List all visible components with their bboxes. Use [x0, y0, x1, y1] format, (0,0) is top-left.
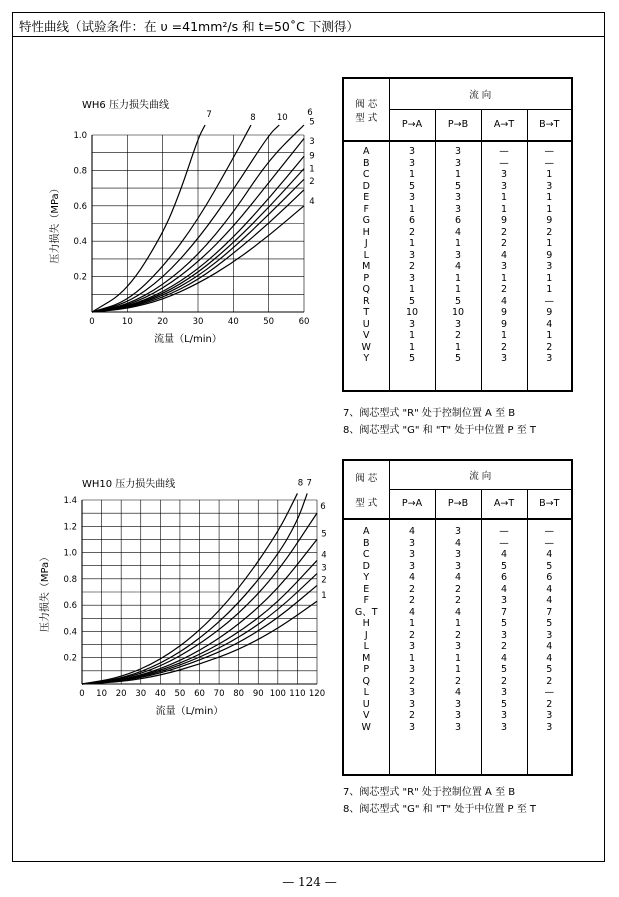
table-cell: 3	[454, 549, 462, 560]
table-cell: 2	[454, 595, 462, 606]
table-cell: 6	[454, 215, 462, 226]
col-p-a: P→A	[389, 109, 435, 141]
table-cell: 3	[408, 146, 416, 157]
table-cell: 1	[408, 203, 416, 215]
table-cell: 2	[408, 261, 416, 272]
table-cell: 5	[500, 698, 508, 710]
table-cell: 3	[500, 180, 508, 192]
table-cell: 3	[408, 549, 416, 560]
x-tick-label: 10	[96, 689, 107, 699]
table-cell: 3	[546, 710, 553, 721]
table-cell: 3	[408, 157, 416, 169]
table-cell: 2	[546, 226, 553, 238]
table-cell: 5	[408, 353, 416, 364]
y-axis-label: 压力损失（MPa）	[50, 183, 61, 264]
table-cell: 5	[408, 180, 416, 192]
spool-list	[344, 526, 389, 733]
table-cell: F	[363, 203, 369, 215]
table-cell: —	[544, 157, 555, 169]
p-b-values	[436, 526, 481, 733]
y-tick-label: 0.8	[63, 574, 77, 585]
x-tick-label: 10	[121, 317, 133, 327]
table-cell: 4	[454, 537, 462, 549]
table-cell: 5	[500, 560, 508, 572]
spool-type-header: 阀 芯 型 式	[343, 460, 389, 519]
table-cell: 4	[454, 572, 462, 583]
series-label-4: 4	[309, 196, 315, 207]
table-cell: 2	[500, 226, 508, 238]
x-tick-label: 30	[192, 317, 204, 327]
table-cell: G	[362, 215, 370, 226]
table-cell: 3	[454, 318, 462, 330]
table-cell: 2	[454, 583, 462, 595]
table-cell: C	[362, 169, 370, 180]
table-cell: 3	[408, 537, 416, 549]
y-tick-label: 0.6	[63, 601, 77, 612]
x-tick-label: 0	[79, 689, 85, 699]
table-cell: 3	[454, 157, 462, 169]
table-cell: 5	[546, 618, 553, 629]
a-t-values	[482, 146, 527, 365]
table-cell: 2	[546, 698, 553, 710]
p-a-values	[390, 526, 435, 733]
table-cell: 3	[546, 353, 553, 364]
table-cell: 1	[546, 192, 553, 203]
col-a-t: A→T	[481, 489, 527, 519]
table-cell: 3	[500, 261, 508, 272]
table-cell: 3	[546, 721, 553, 733]
table-cell: 2	[500, 341, 508, 353]
table-cell: 3	[408, 687, 416, 698]
table-cell: 5	[454, 353, 462, 364]
spool-list	[344, 146, 389, 365]
x-tick-label: 20	[115, 689, 127, 699]
table-cell: —	[544, 526, 555, 537]
table-cell: 5	[408, 295, 416, 307]
table-cell: Q	[362, 675, 370, 687]
table-cell: 1	[408, 341, 416, 353]
table-cell: 1	[408, 652, 416, 664]
table-cell: 2	[454, 330, 462, 341]
table-cell: D	[362, 560, 370, 572]
table-cell: 4	[546, 652, 553, 664]
series-label-7: 7	[306, 478, 312, 489]
table-cell: 3	[408, 641, 416, 652]
table2-note-7: 7、阀芯型式 "R" 处于控制位置 A 至 B	[343, 787, 516, 798]
x-tick-label: 110	[289, 689, 306, 699]
table-cell: —	[544, 295, 555, 307]
table-cell: 2	[500, 675, 508, 687]
table-cell: J	[364, 629, 368, 641]
x-tick-label: 120	[308, 689, 326, 699]
table-cell: 9	[500, 307, 508, 318]
table-cell: B	[362, 157, 370, 169]
flow-direction-header: 流 向	[389, 460, 572, 489]
col-p-a: P→A	[389, 489, 435, 519]
table-cell: 4	[500, 549, 508, 560]
spool-flow-table-wh6	[342, 77, 573, 392]
table-cell: 1	[500, 330, 508, 341]
series-label-1: 1	[321, 591, 327, 602]
table-cell: 6	[546, 572, 553, 583]
table-cell: 3	[500, 710, 508, 721]
table-cell: 3	[454, 249, 462, 261]
y-tick-label: 1.0	[73, 131, 87, 141]
table-cell: 4	[546, 595, 553, 606]
x-tick-label: 90	[252, 689, 264, 699]
table-cell: 4	[454, 226, 462, 238]
table-cell: 3	[454, 203, 462, 215]
table-cell: T	[363, 307, 370, 318]
table-cell: L	[363, 249, 369, 261]
table-cell: 1	[546, 238, 553, 249]
table-cell: 4	[546, 549, 553, 560]
table-cell: 3	[500, 169, 508, 180]
table-cell: 1	[546, 284, 553, 295]
table-cell: 10	[451, 307, 465, 318]
table-cell: —	[499, 146, 509, 157]
table-cell: 1	[408, 238, 416, 249]
table-cell: P	[363, 272, 370, 284]
table-cell: 1	[500, 203, 508, 215]
y-tick-label: 0.4	[63, 627, 77, 638]
x-axis-label: 流量（L/min）	[154, 334, 222, 345]
x-axis-label: 流量（L/min）	[155, 706, 224, 717]
table-cell: U	[362, 698, 370, 710]
x-tick-label: 80	[233, 689, 245, 699]
table-cell: 1	[408, 618, 416, 629]
table-cell: 1	[546, 169, 553, 180]
table-cell: 1	[454, 284, 462, 295]
table-cell: 4	[500, 652, 508, 664]
x-tick-label: 40	[227, 317, 239, 327]
table-cell: 3	[500, 629, 508, 641]
a-t-values	[482, 526, 527, 733]
table-cell: 3	[408, 721, 416, 733]
y-tick-label: 0.2	[63, 653, 77, 664]
table-cell: 7	[546, 606, 553, 618]
spool-flow-table-wh10	[342, 459, 573, 776]
table-cell: L	[363, 641, 369, 652]
x-tick-label: 50	[263, 317, 275, 327]
table-cell: 1	[408, 330, 416, 341]
series-label-1: 1	[309, 164, 315, 175]
x-tick-label: 60	[298, 317, 310, 327]
table-cell: 5	[546, 664, 553, 675]
table-cell: 4	[408, 606, 416, 618]
series-label-6: 6	[307, 108, 313, 118]
series-label-3: 3	[309, 137, 315, 148]
table-cell: 3	[454, 721, 462, 733]
table1-note-7: 7、阀芯型式 "R" 处于控制位置 A 至 B	[343, 408, 516, 419]
table-cell: W	[361, 721, 371, 733]
table-cell: 3	[408, 272, 416, 284]
table-cell: 9	[500, 215, 508, 226]
table-cell: 1	[546, 330, 553, 341]
series-line-7	[82, 493, 307, 684]
col-p-b: P→B	[435, 109, 481, 141]
col-p-b: P→B	[435, 489, 481, 519]
spool-type-header: 阀 芯 型 式	[343, 78, 389, 141]
chart-title-wh6: WH6 压力损失曲线	[82, 100, 169, 111]
table-cell: 2	[500, 238, 508, 249]
table-cell: —	[544, 146, 555, 157]
x-tick-label: 70	[213, 689, 225, 699]
table-cell: 2	[408, 583, 416, 595]
table-cell: M	[362, 652, 371, 664]
x-tick-label: 30	[135, 689, 147, 699]
table-cell: 1	[454, 272, 462, 284]
table-cell: 9	[546, 249, 553, 261]
table-cell: 3	[454, 526, 462, 537]
table-cell: 1	[454, 664, 462, 675]
table-cell: 3	[408, 560, 416, 572]
series-label-2: 2	[309, 176, 315, 187]
table-cell: J	[364, 238, 368, 249]
table-cell: 1	[500, 272, 508, 284]
y-tick-label: 0.4	[73, 237, 87, 248]
table-cell: 10	[405, 307, 419, 318]
y-tick-label: 0.6	[73, 201, 87, 212]
table-cell: 3	[454, 710, 462, 721]
series-label-3: 3	[321, 563, 327, 574]
p-b-values	[436, 146, 481, 365]
table2-note-8: 8、阀芯型式 "G" 和 "T" 处于中位置 P 至 T	[343, 804, 537, 815]
x-tick-label: 100	[269, 689, 286, 699]
table-cell: 2	[500, 641, 508, 652]
table-cell: —	[499, 537, 509, 549]
p-a-values	[390, 146, 435, 365]
table-cell: L	[363, 687, 369, 698]
x-tick-label: 0	[89, 317, 95, 327]
table-cell: —	[544, 537, 555, 549]
y-tick-label: 1.4	[63, 496, 77, 506]
table-cell: U	[362, 318, 370, 330]
table-cell: —	[499, 157, 509, 169]
y-tick-label: 1.2	[63, 522, 77, 533]
table-cell: 3	[454, 641, 462, 652]
flow-direction-header: 流 向	[389, 78, 572, 109]
table-cell: 3	[500, 595, 508, 606]
table-cell: 3	[454, 698, 462, 710]
table-cell: 9	[546, 307, 553, 318]
table-cell: 3	[408, 664, 416, 675]
table-cell: 3	[500, 721, 508, 733]
table-cell: Y	[363, 353, 370, 364]
table-cell: B	[362, 537, 370, 549]
table-cell: 2	[408, 595, 416, 606]
table-cell: 4	[546, 583, 553, 595]
table-cell: H	[362, 618, 370, 629]
table-cell: 7	[500, 606, 508, 618]
table-cell: 9	[500, 318, 508, 330]
table-cell: F	[363, 595, 369, 606]
y-tick-label: 1.0	[63, 548, 77, 559]
table-cell: 1	[454, 618, 462, 629]
table-cell: P	[363, 664, 370, 675]
table-cell: 5	[500, 664, 508, 675]
table-cell: 5	[546, 560, 553, 572]
table-cell: 4	[546, 641, 553, 652]
table-cell: —	[499, 526, 509, 537]
y-tick-label: 0.2	[73, 272, 87, 283]
table-cell: 4	[454, 606, 462, 618]
table-cell: 3	[408, 192, 416, 203]
table-cell: C	[362, 549, 370, 560]
table-cell: W	[361, 341, 371, 353]
table-cell: 3	[454, 560, 462, 572]
table-cell: 2	[408, 710, 416, 721]
table-cell: A	[363, 526, 370, 537]
table-cell: 9	[546, 215, 553, 226]
table-cell: 2	[546, 341, 553, 353]
table-cell: —	[544, 687, 555, 698]
table-cell: Q	[362, 284, 370, 295]
table-cell: D	[362, 180, 370, 192]
table-cell: 2	[454, 675, 462, 687]
table-cell: 3	[454, 146, 462, 157]
x-tick-label: 50	[174, 689, 186, 699]
table-cell: 4	[500, 295, 508, 307]
series-label-7: 7	[206, 110, 212, 120]
table-cell: 1	[408, 169, 416, 180]
col-a-t: A→T	[481, 109, 527, 141]
table-cell: 1	[454, 652, 462, 664]
table-cell: 6	[408, 215, 416, 226]
table-cell: 2	[408, 675, 416, 687]
series-label-2: 2	[321, 575, 327, 586]
table-cell: 3	[408, 249, 416, 261]
table-cell: V	[363, 710, 370, 721]
col-b-t: B→T	[527, 489, 572, 519]
y-tick-label: 0.8	[73, 166, 87, 177]
series-label-6: 6	[320, 502, 326, 513]
table-cell: 4	[500, 249, 508, 261]
series-label-5: 5	[321, 529, 327, 540]
table-cell: 3	[546, 180, 553, 192]
table-cell: 4	[408, 526, 416, 537]
table-cell: 3	[454, 192, 462, 203]
x-tick-label: 40	[154, 689, 166, 699]
series-label-8: 8	[297, 478, 304, 489]
chart-title-wh10: WH10 压力损失曲线	[82, 479, 176, 490]
table-cell: 5	[454, 295, 462, 307]
table-cell: R	[362, 295, 370, 307]
b-t-values	[528, 146, 572, 365]
x-tick-label: 20	[157, 317, 169, 327]
x-tick-label: 60	[194, 689, 205, 699]
table-cell: 3	[408, 318, 416, 330]
table-cell: 1	[500, 192, 508, 203]
table-cell: 2	[546, 675, 553, 687]
table-cell: 3	[546, 261, 553, 272]
table-cell: M	[362, 261, 371, 272]
table-cell: 1	[454, 238, 462, 249]
table-cell: 4	[500, 583, 508, 595]
table-cell: V	[363, 330, 370, 341]
table-cell: 3	[408, 698, 416, 710]
table-cell: 6	[500, 572, 508, 583]
table-cell: 2	[454, 629, 462, 641]
table-cell: 4	[454, 687, 462, 698]
table-cell: 4	[408, 572, 416, 583]
table-cell: 1	[408, 284, 416, 295]
y-axis-label: 压力损失（MPa）	[40, 551, 51, 633]
table-cell: 2	[408, 629, 416, 641]
b-t-values	[528, 526, 572, 733]
table-cell: G、T	[354, 606, 378, 618]
table-cell: 5	[500, 618, 508, 629]
table-cell: A	[363, 146, 370, 157]
section-title: 特性曲线（试验条件：在 υ =41mm²/s 和 t=50˚C 下测得）	[19, 19, 359, 34]
table-cell: 2	[500, 284, 508, 295]
table-cell: 2	[408, 226, 416, 238]
table-cell: 1	[546, 272, 553, 284]
table-cell: E	[363, 192, 370, 203]
table-cell: 1	[546, 203, 553, 215]
series-label-5: 5	[309, 117, 315, 128]
table-cell: E	[363, 583, 370, 595]
series-label-8: 8	[250, 113, 256, 123]
table-cell: 5	[454, 180, 462, 192]
table-cell: 1	[454, 341, 462, 353]
series-label-4: 4	[321, 550, 327, 561]
table1-note-8: 8、阀芯型式 "G" 和 "T" 处于中位置 P 至 T	[343, 425, 537, 436]
table-cell: 3	[500, 687, 508, 698]
table-cell: 3	[546, 629, 553, 641]
table-cell: 4	[546, 318, 553, 330]
table-cell: Y	[363, 572, 370, 583]
series-label-9: 9	[309, 151, 315, 162]
table-cell: 1	[454, 169, 462, 180]
table-cell: H	[362, 226, 370, 238]
table-cell: 3	[500, 353, 508, 364]
table-cell: 4	[454, 261, 462, 272]
page-number: — 124 —	[282, 875, 337, 889]
col-b-t: B→T	[527, 109, 572, 141]
series-label-10: 10	[276, 113, 288, 123]
